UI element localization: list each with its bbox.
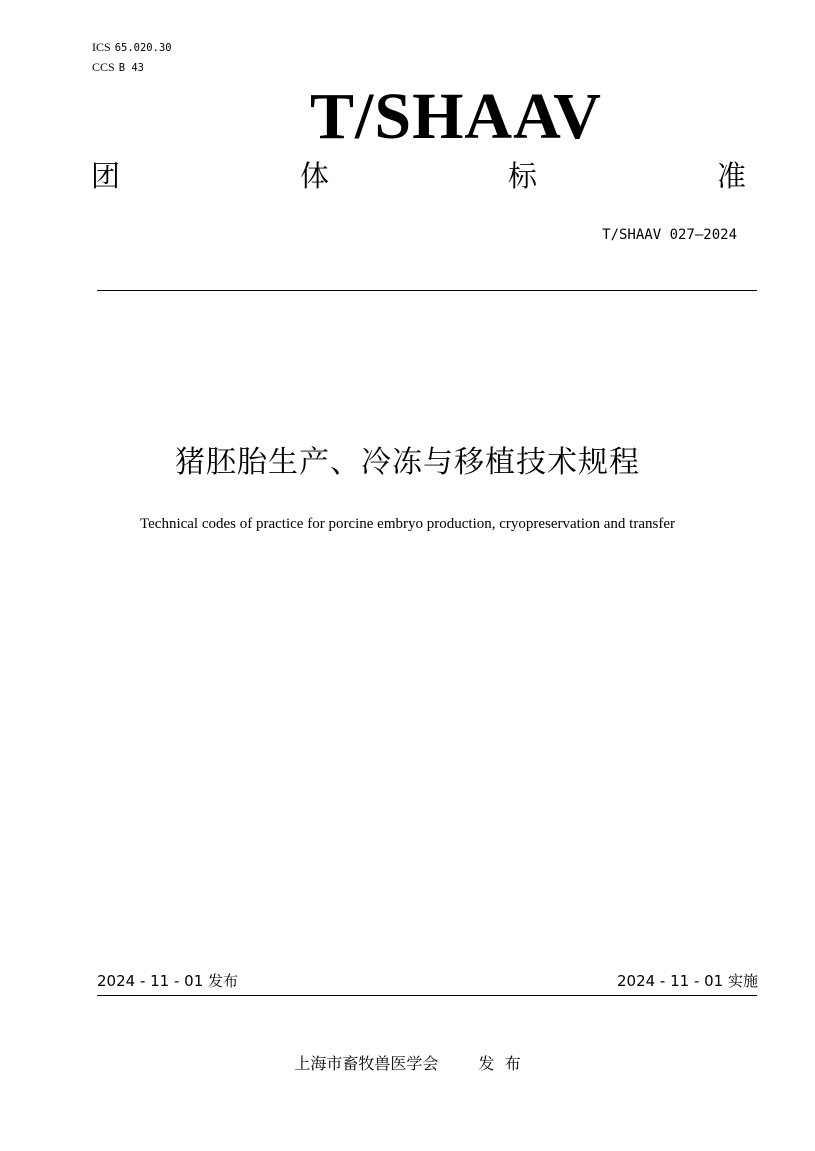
organization-logo: T/SHAAV	[310, 80, 602, 153]
standard-type-char-4: 准	[717, 159, 747, 193]
document-title-en: Technical codes of practice for porcine embryo production, cryopreservation and transfer	[140, 516, 675, 532]
publish-date: 2024 - 11 - 01 发布	[97, 972, 239, 990]
header-divider	[97, 290, 757, 291]
standard-number: T/SHAAV 027—2024	[602, 227, 737, 243]
ccs-code: B 43	[118, 62, 144, 74]
issuer-line	[0, 1053, 815, 1075]
standard-type-char-2: 体	[300, 159, 330, 193]
issuer-action: 发 布	[478, 1054, 521, 1073]
ics-line	[92, 40, 172, 55]
implement-date: 2024 - 11 - 01 实施	[616, 972, 758, 990]
footer-divider	[97, 995, 757, 996]
ccs-label: CCS	[92, 60, 115, 74]
issuer-organization: 上海市畜牧兽医学会	[294, 1054, 439, 1073]
standard-type-char-3: 标	[508, 159, 538, 193]
document-title-zh: 猪胚胎生产、冷冻与移植技术规程	[175, 445, 640, 480]
ics-code: 65.020.30	[114, 42, 172, 54]
ics-label: ICS	[92, 40, 111, 54]
ccs-line	[92, 60, 144, 75]
standard-type-char-1: 团	[91, 159, 121, 193]
